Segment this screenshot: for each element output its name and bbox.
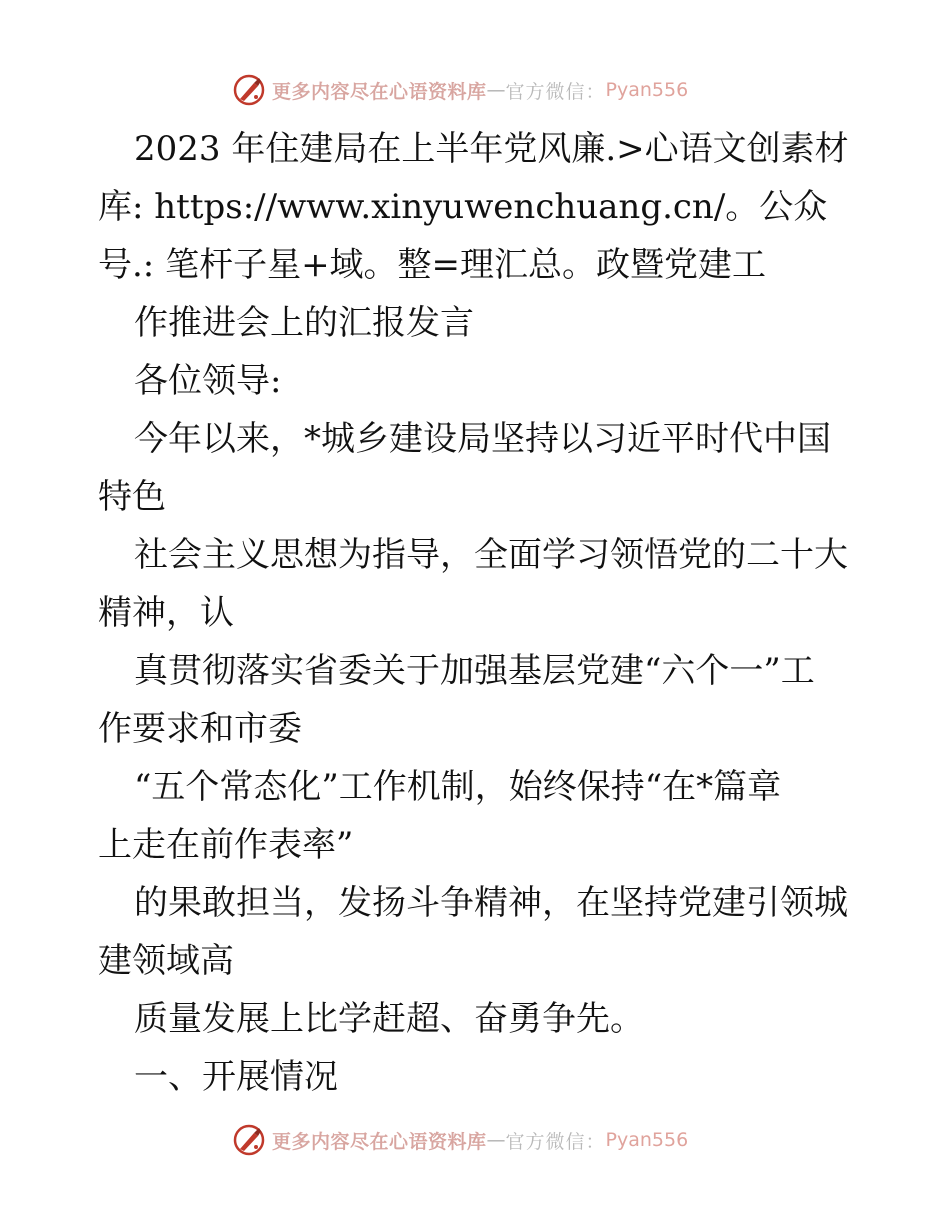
banner-dash: —	[486, 1129, 506, 1151]
document-line: 作推进会上的汇报发言	[134, 303, 474, 343]
banner-promo-text: 更多内容尽在心语资料库	[272, 80, 487, 103]
footer-watermark-banner	[232, 1122, 688, 1158]
banner-wechat-label: 官方微信：	[505, 80, 606, 103]
document-line: 今年以来，*城乡建设局坚持以习近平时代中国	[134, 419, 831, 459]
document-body	[98, 120, 868, 1106]
header-watermark-banner	[232, 72, 688, 108]
document-line: 各位领导:	[134, 361, 282, 401]
document-line: 质量发展上比学赶超、奋勇争先。	[134, 999, 644, 1039]
document-line: 一、开展情况	[134, 1057, 338, 1097]
banner-wechat-id: Pyan556	[605, 1129, 689, 1151]
banner-promo-text: 更多内容尽在心语资料库	[272, 1130, 487, 1153]
document-line: “五个常态化”工作机制，始终保持“在*篇章	[134, 767, 782, 807]
document-line: 特色	[98, 477, 166, 517]
document-line: 作要求和市委	[98, 709, 302, 749]
document-line: 号.: 笔杆子星+域。整=理汇总。政暨党建工	[98, 245, 767, 285]
quill-pen-logo-icon	[232, 73, 266, 107]
document-line: 的果敢担当，发扬斗争精神，在坚持党建引领城	[134, 883, 848, 923]
document-line: 建领域高	[98, 941, 234, 981]
document-line: 真贯彻落实省委关于加强基层党建“六个一”工	[134, 651, 815, 691]
document-line: 精神，认	[98, 593, 234, 633]
banner-dash: —	[486, 79, 506, 101]
document-line: 社会主义思想为指导，全面学习领悟党的二十大	[134, 535, 848, 575]
document-line: 库: https://www.xinyuwenchuang.cn/。公众	[98, 187, 828, 227]
quill-pen-logo-icon	[232, 1123, 266, 1157]
document-line: 上走在前作表率”	[98, 825, 354, 865]
banner-wechat-id: Pyan556	[605, 79, 689, 101]
document-line: 2023 年住建局在上半年党风廉.>心语文创素材	[134, 129, 849, 169]
banner-wechat-label: 官方微信：	[505, 1130, 606, 1153]
